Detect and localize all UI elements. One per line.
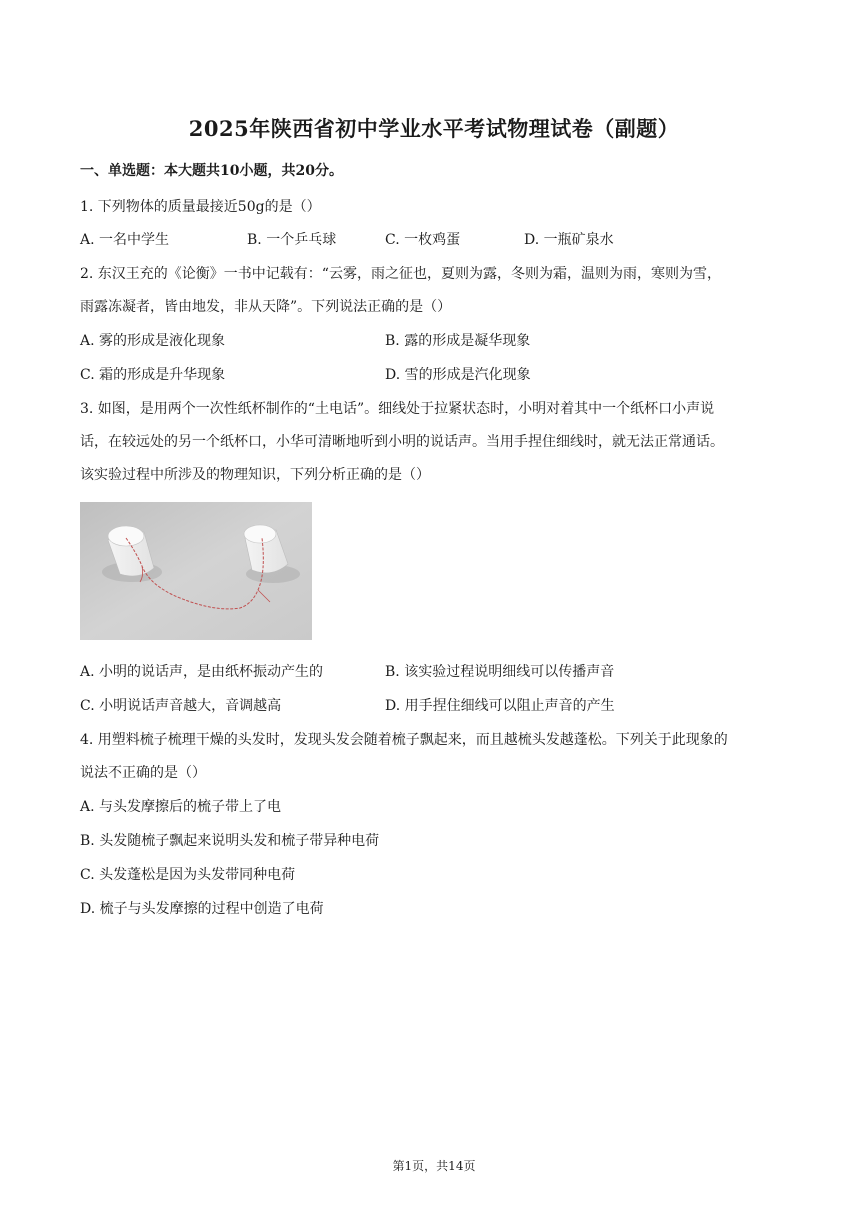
question-3-option-a: A. 小明的说话声，是由纸杯振动产生的: [80, 664, 324, 680]
question-3-option-b: B. 该实验过程说明细线可以传播声音: [385, 664, 615, 680]
question-1-option-d: D. 一瓶矿泉水: [524, 232, 614, 248]
question-1-option-a: A. 一名中学生: [80, 232, 170, 248]
question-3-option-d: D. 用手捏住细线可以阻止声音的产生: [385, 698, 615, 714]
question-3-stem-line-3: 该实验过程中所涉及的物理知识，下列分析正确的是（）: [80, 467, 430, 483]
question-4-option-b: B. 头发随梳子飘起来说明头发和梳子带异种电荷: [80, 833, 380, 849]
question-3-option-c: C. 小明说话声音越大，音调越高: [80, 698, 282, 714]
page-title: 2025年陕西省初中学业水平考试物理试卷（副题）: [188, 116, 680, 141]
question-2-option-c: C. 霜的形成是升华现象: [80, 367, 226, 383]
question-4-stem-line-1: 4. 用塑料梳子梳理干燥的头发时，发现头发会随着梳子飘起来，而且越梳头发越蓬松。下列关于此现象的: [80, 732, 728, 748]
question-4-option-c: C. 头发蓬松是因为头发带同种电荷: [80, 867, 296, 883]
question-2-stem-line-2: 雨露冻凝者，皆由地发，非从天降”。下列说法正确的是（）: [80, 299, 452, 315]
question-4-option-d: D. 梳子与头发摩擦的过程中创造了电荷: [80, 901, 324, 917]
question-4-stem-line-2: 说法不正确的是（）: [80, 765, 206, 781]
section-heading: 一、单选题：本大题共10小题，共20分。: [80, 163, 343, 179]
question-2-stem-line-1: 2. 东汉王充的《论衡》一书中记载有：“云雾，雨之征也，夏则为露，冬则为霜，温则为雨，寒则为雪，: [80, 266, 721, 282]
question-2-option-b: B. 露的形成是凝华现象: [385, 333, 531, 349]
question-2-option-a: A. 雾的形成是液化现象: [80, 333, 226, 349]
page-footer: 第1页，共14页: [392, 1159, 476, 1173]
question-3-stem-line-1: 3. 如图，是用两个一次性纸杯制作的“土电话”。细线处于拉紧状态时，小明对着其中一个纸杯口小声说: [80, 401, 715, 417]
question-1-option-c: C. 一枚鸡蛋: [385, 232, 461, 248]
question-1-stem: 1. 下列物体的质量最接近50g的是（）: [80, 199, 321, 215]
question-1-option-b: B. 一个乒乓球: [247, 232, 337, 248]
question-2-option-d: D. 雪的形成是汽化现象: [385, 367, 531, 383]
question-3-stem-line-2: 话，在较远处的另一个纸杯口，小华可清晰地听到小明的说话声。当用手捏住细线时，就无法正常通话。: [80, 434, 724, 450]
paper-cup-telephone-photo: [80, 502, 312, 640]
question-4-option-a: A. 与头发摩擦后的梳子带上了电: [80, 799, 282, 815]
